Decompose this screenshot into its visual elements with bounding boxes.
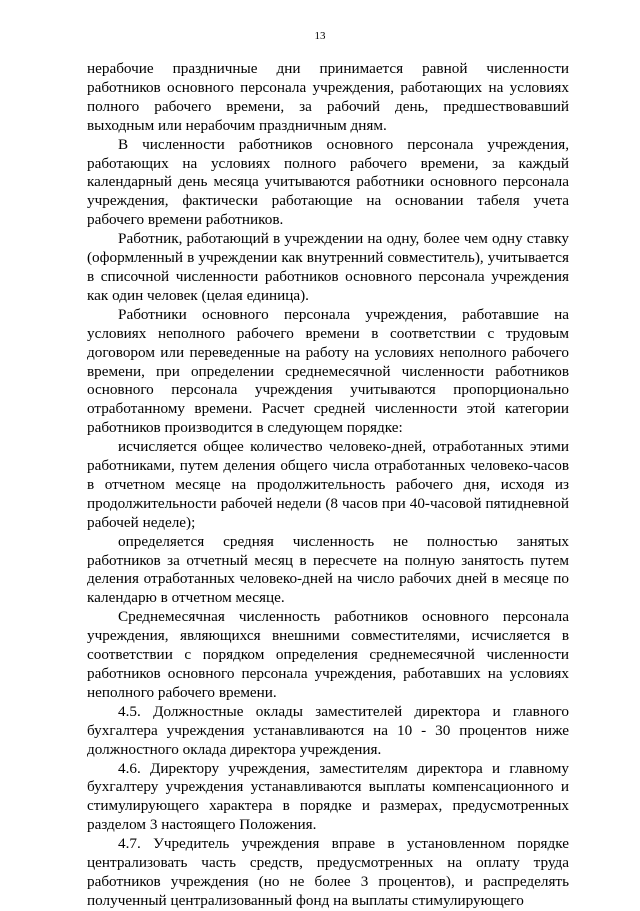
paragraph-section-4-5: 4.5. Должностные оклады заместителей директора и главного бухгалтера учреждения устанавливаются на 10 - 30 процентов ниже должностного оклада директора учреждения. (87, 702, 569, 758)
paragraph-part-time-workers: Работники основного персонала учреждения, работавшие на условиях неполного рабочего времени в соответствии с трудовым договором или переведенные на работу на условиях неполного рабочего времени, при определении среднемесячной численности работников основного персонала учреждения учитываются пропорционально отработанному времени. Расчет средней численности этой категории работников производится в следующем порядке: (87, 305, 569, 437)
body-text (87, 60, 569, 911)
paragraph-section-4-6: 4.6. Директору учреждения, заместителям директора и главному бухгалтеру учреждения устанавливаются выплаты компенсационного и стимулирующего характера в порядке и размерах, предусмотренных разделом 3 настоящего Положения. (87, 759, 569, 834)
paragraph-average-count: определяется средняя численность не полностью занятых работников за отчетный месяц в пересчете на полную занятость путем деления отработанных человеко-дней на число рабочих дней в месяце по календарю в отчетном месяце. (87, 532, 569, 607)
paragraph-external-part-timers: Среднемесячная численность работников основного персонала учреждения, являющихся внешними совместителями, исчисляется в соответствии с порядком определения среднемесячной численности работников основного персонала учреждения, работавших на условиях неполного рабочего времени. (87, 608, 569, 701)
paragraph-section-4-7: 4.7. Учредитель учреждения вправе в установленном порядке централизовать часть средств, предусмотренных на оплату труда работников учреждения (но не более 3 процентов), и распределять полученный централизованный фонд на выплаты стимулирующего (87, 835, 569, 909)
paragraph-continuation: нерабочие праздничные дни принимается равной численности работников основного персонала учреждения, работающих на условиях полного рабочего времени, за рабочий день, предшествовавший выходным или нерабочим праздничным дням. (87, 60, 569, 134)
paragraph-internal-part-timer: Работник, работающий в учреждении на одну, более чем одну ставку (оформленный в учреждении как внутренний совместитель), учитывается в списочной численности работников основного персонала учреждения как один человек (целая единица). (87, 230, 569, 304)
paragraph-person-days: исчисляется общее количество человеко-дней, отработанных этими работниками, путем деления общего числа отработанных человеко-часов в отчетном месяце на продолжительность рабочего дня, исходя из продолжительности рабочей недели (8 часов при 40-часовой пятидневной рабочей неделе); (87, 438, 569, 531)
page-number: 13 (314, 30, 326, 42)
paragraph-full-time-count: В численности работников основного персонала учреждения, работающих на условиях полного рабочего времени, за каждый календарный день месяца учитываются работники основного персонала учреждения, фактически работающие на основании табеля учета рабочего времени работников. (87, 135, 569, 229)
